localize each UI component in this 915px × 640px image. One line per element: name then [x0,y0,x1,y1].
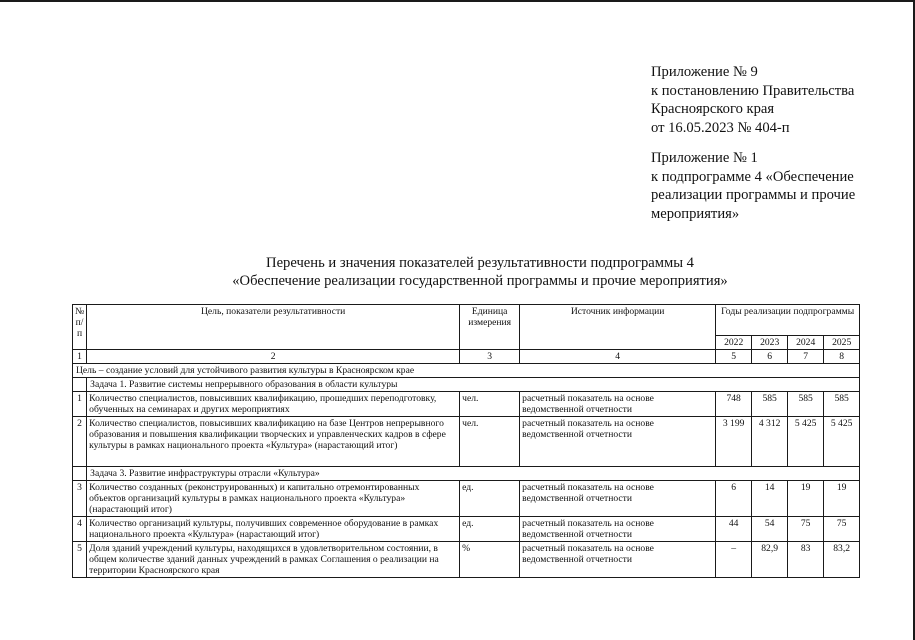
value-2024: 83 [788,542,824,578]
appendix-line: Красноярского края [651,101,775,117]
col-number: 6 [752,350,788,364]
value-2022: 748 [716,392,752,417]
indicator-unit: чел. [460,392,520,417]
col-number: 4 [520,350,716,364]
indicator-name: Количество созданных (реконструированных) и капитально отремонтированных объектов организаций культуры в рамках национального проекта «Культура» (нарастающий итог) [87,481,460,517]
table-row [73,392,860,417]
value-2025: 585 [824,392,860,417]
value-2022: – [716,542,752,578]
row-number: 4 [73,517,87,542]
indicator-unit: ед. [460,517,520,542]
indicator-source: расчетный показатель на основе ведомственной отчетности [520,542,716,578]
task-1-row [73,378,860,392]
title-line-1: Перечень и значения показателей результативности подпрограммы 4 [266,255,694,271]
value-2022: 3 199 [716,417,752,467]
column-numbers-row [73,350,860,364]
indicator-source: расчетный показатель на основе ведомственной отчетности [520,481,716,517]
value-2022: 6 [716,481,752,517]
col-number: 2 [87,350,460,364]
value-2025: 83,2 [824,542,860,578]
table-row [73,417,860,467]
header-goal: Цель, показатели результативности [87,305,460,350]
appendix-line: Приложение № 9 [651,64,758,80]
appendix-line: реализации программы и прочие [651,187,856,203]
appendix-line: от 16.05.2023 № 404-п [651,119,790,136]
appendix-line: мероприятия» [651,205,740,222]
value-2023: 14 [752,481,788,517]
header-unit: Единица измерения [460,305,520,350]
value-2023: 4 312 [752,417,788,467]
indicator-name: Доля зданий учреждений культуры, находящихся в удовлетворительном состоянии, в общем количестве зданий данных учреждений в рамках Соглашения о реализации на территории Красноярского края [87,542,460,578]
appendix-line: к подпрограмме 4 «Обеспечение [651,168,854,185]
value-2023: 585 [752,392,788,417]
value-2025: 75 [824,517,860,542]
header-year: 2024 [788,336,824,350]
goal-text: Цель – создание условий для устойчивого развития культуры в Красноярском крае [73,364,860,378]
value-2024: 585 [788,392,824,417]
col-number: 8 [824,350,860,364]
value-2024: 5 425 [788,417,824,467]
appendix-1-block [651,149,901,223]
col-number: 3 [460,350,520,364]
appendix-line: к постановлению Правительства [651,82,855,99]
scan-border-top [0,0,915,2]
indicator-source: расчетный показатель на основе ведомственной отчетности [520,517,716,542]
header-year: 2023 [752,336,788,350]
indicator-name: Количество специалистов, повысивших квалификацию на базе Центров непрерывного образования и повышения квалификации творческих и управленческих кадров в сфере культуры в рамках национального проекта «Культура» (нарастающий итог) [87,417,460,467]
row-number: 5 [73,542,87,578]
value-2025: 5 425 [824,417,860,467]
table-row [73,542,860,578]
value-2022: 44 [716,517,752,542]
indicator-unit: чел. [460,417,520,467]
table-row [73,481,860,517]
header-source: Источник информации [520,305,716,350]
goal-row [73,364,860,378]
row-number: 1 [73,392,87,417]
header-row [73,305,860,336]
task-3-text: Задача 3. Развитие инфраструктуры отрасли «Культура» [87,467,860,481]
header-num: № п/п [73,305,87,350]
appendix-line: Приложение № 1 [651,150,758,166]
col-number: 7 [788,350,824,364]
value-2023: 82,9 [752,542,788,578]
value-2023: 54 [752,517,788,542]
title-line-2: «Обеспечение реализации государственной программы и прочие мероприятия» [232,273,728,289]
indicator-source: расчетный показатель на основе ведомственной отчетности [520,417,716,467]
table-row [73,517,860,542]
task-1-text: Задача 1. Развитие системы непрерывного образования в области культуры [87,378,860,392]
value-2024: 19 [788,481,824,517]
indicators-table [72,304,860,578]
appendix-9-block [651,63,901,137]
document-title [100,254,860,290]
indicator-unit: ед. [460,481,520,517]
value-2024: 75 [788,517,824,542]
indicator-unit: % [460,542,520,578]
row-number: 3 [73,481,87,517]
header-year: 2025 [824,336,860,350]
col-number: 5 [716,350,752,364]
task-3-row [73,467,860,481]
indicator-name: Количество организаций культуры, получивших современное оборудование в рамках национального проекта «Культура» (нарастающий итог) [87,517,460,542]
row-number: 2 [73,417,87,467]
value-2025: 19 [824,481,860,517]
col-number: 1 [73,350,87,364]
indicator-name: Количество специалистов, повысивших квалификацию, прошедших переподготовку, обученных на семинарах и других мероприятиях [87,392,460,417]
header-year: 2022 [716,336,752,350]
indicator-source: расчетный показатель на основе ведомственной отчетности [520,392,716,417]
header-years-group: Годы реализации подпрограммы [716,305,860,336]
